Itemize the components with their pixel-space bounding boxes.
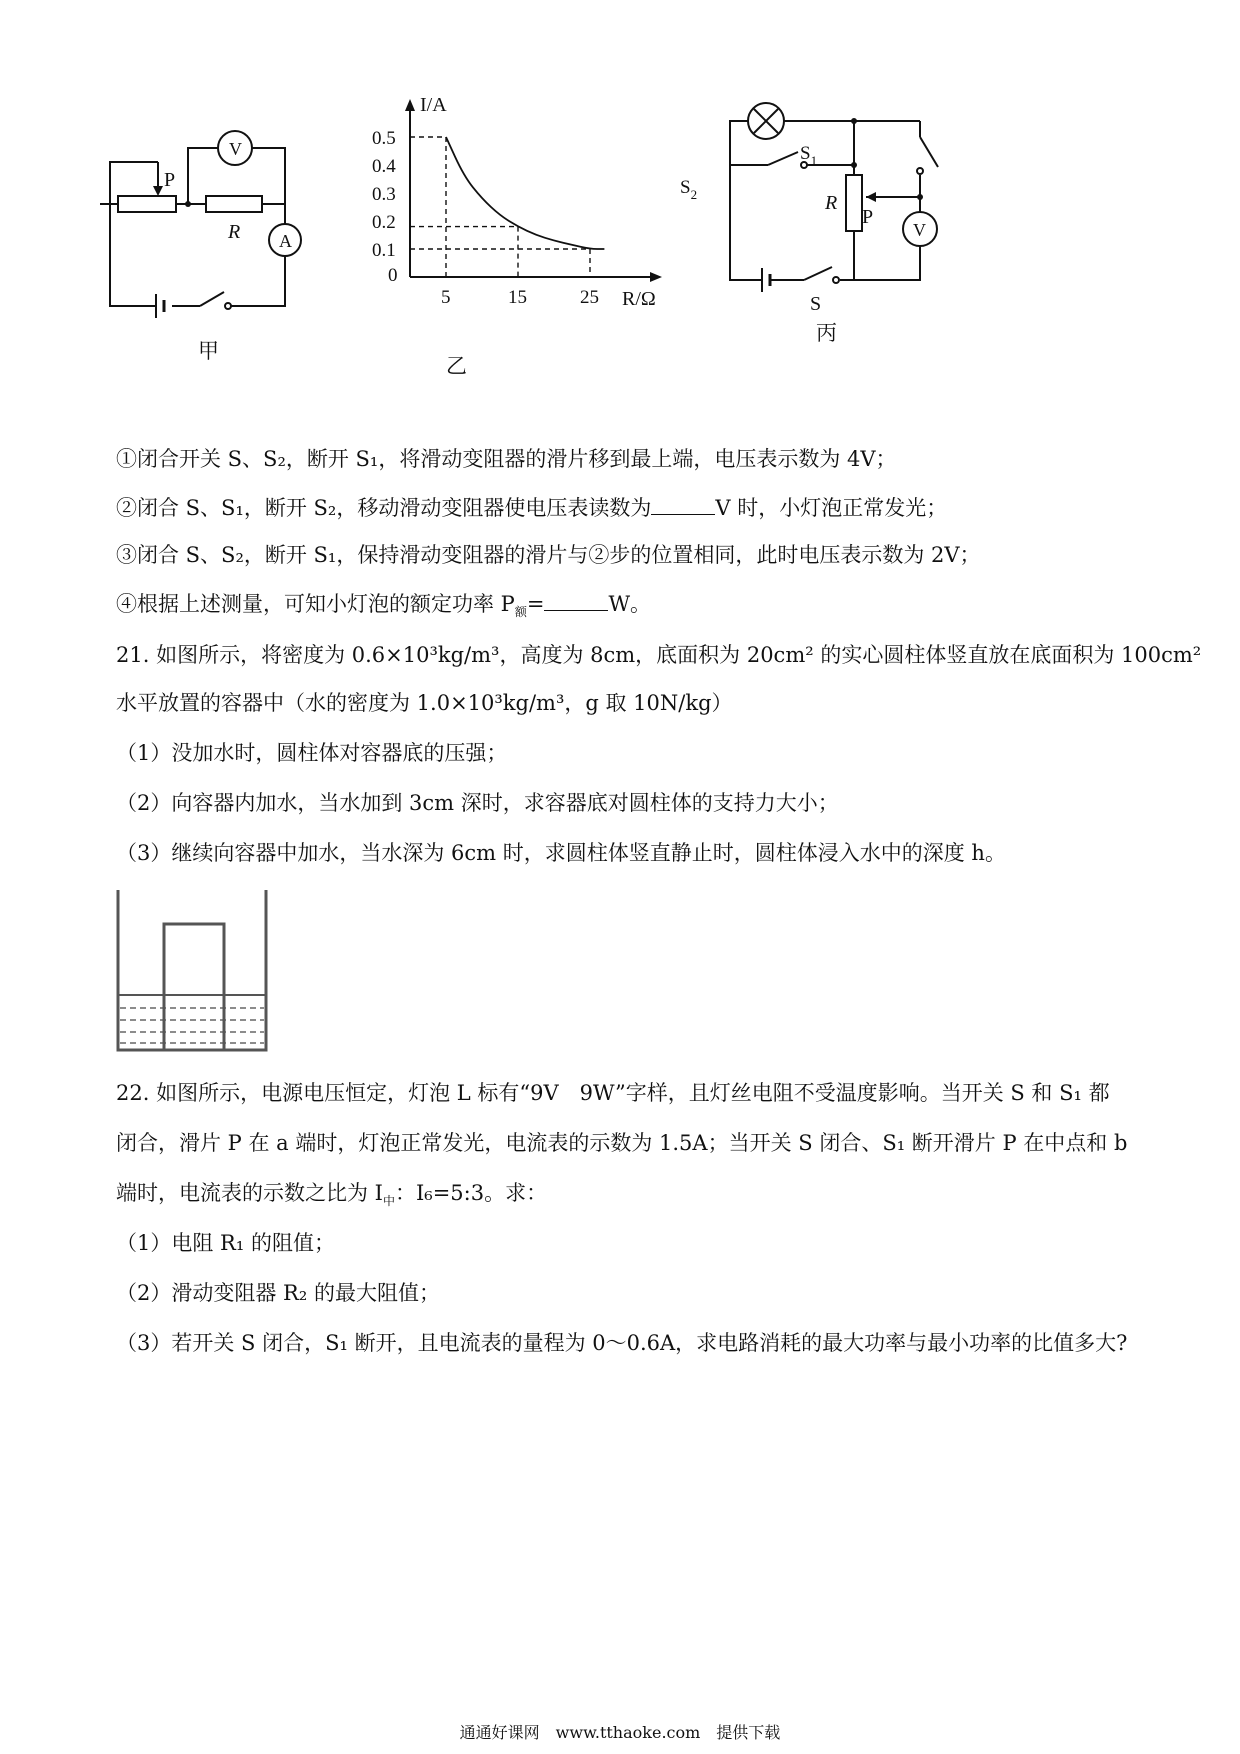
q22-line-2: 闭合，滑片 P 在 a 端时，灯泡正常发光，电流表的示数为 1.5A；当开关 S 闭合、S₁ 断开滑片 P 在中点和 b — [116, 1131, 1128, 1155]
label-R: R — [825, 192, 838, 214]
y-tick-label: 0.5 — [372, 128, 396, 149]
origin-label: 0 — [388, 265, 398, 286]
caption-jia: 甲 — [198, 339, 219, 363]
caption-yi: 乙 — [446, 354, 467, 378]
label-R: R — [228, 221, 241, 243]
answer-blank — [544, 588, 608, 611]
container-figure — [112, 886, 272, 1056]
x-axis-label: R/Ω — [622, 288, 656, 310]
voltmeter-label: V — [913, 220, 926, 240]
x-tick-label: 25 — [580, 287, 599, 308]
q21-line-2: 水平放置的容器中（水的密度为 1.0×10³kg/m³，g 取 10N/kg） — [116, 691, 733, 715]
q21-part-1: （1）没加水时，圆柱体对容器底的压强； — [116, 741, 508, 765]
q22-part-1: （1）电阻 R₁ 的阻值； — [116, 1231, 335, 1255]
label-S: S — [810, 293, 822, 315]
q22-line-1: 22. 如图所示，电源电压恒定，灯泡 L 标有“9V 9W”字样，且灯丝电阻不受温度影响。当开关 S 和 S₁ 都 — [116, 1081, 1110, 1105]
y-axis-label: I/A — [420, 94, 447, 116]
q21-part-2: （2）向容器内加水，当水加到 3cm 深时，求容器底对圆柱体的支持力大小； — [116, 791, 839, 815]
circuit-bing — [680, 105, 960, 320]
y-tick-label: 0.1 — [372, 240, 396, 261]
voltmeter-label: V — [229, 139, 242, 159]
step-1: ①闭合开关 S、S₂，断开 S₁，将滑动变阻器的滑片移到最上端，电压表示数为 4V； — [116, 447, 897, 471]
i-r-chart — [370, 95, 670, 335]
q21-part-3: （3）继续向容器中加水，当水深为 6cm 时，求圆柱体竖直静止时，圆柱体浸入水中的深度 h。 — [116, 841, 1006, 865]
series-line — [446, 137, 604, 249]
ammeter-label: A — [279, 231, 292, 251]
x-tick-label: 5 — [441, 287, 451, 308]
circuit-jia — [100, 130, 360, 370]
caption-bing: 丙 — [816, 321, 837, 345]
step-2: ②闭合 S、S₁，断开 S₂，移动滑动变阻器使电压表读数为 V 时，小灯泡正常发光； — [116, 492, 947, 523]
q21-line-1: 21. 如图所示，将密度为 0.6×10³kg/m³，高度为 8cm，底面积为 20cm² 的实心圆柱体竖直放在底面积为 100cm² — [116, 643, 1202, 667]
q22-part-2: （2）滑动变阻器 R₂ 的最大阻值； — [116, 1281, 440, 1305]
y-tick-label: 0.4 — [372, 156, 396, 177]
label-S2: $S_2$ — [680, 177, 698, 202]
step-3: ③闭合 S、S₂，断开 S₁，保持滑动变阻器的滑片与②步的位置相同，此时电压表示数为 2V； — [116, 543, 981, 567]
answer-blank — [651, 492, 715, 515]
y-axis-arrow — [405, 99, 415, 111]
q22-line-3: 端时，电流表的示数之比为 $I_中$：I₆=5:3。求： — [116, 1181, 548, 1209]
y-tick-label: 0.2 — [372, 212, 396, 233]
step-4: ④根据上述测量，可知小灯泡的额定功率 $P_额= W$。 — [116, 588, 651, 627]
x-tick-label: 15 — [508, 287, 527, 308]
q22-part-3: （3）若开关 S 闭合，S₁ 断开，且电流表的量程为 0～0.6A，求电路消耗的最大功率与最小功率的比值多大? — [116, 1331, 1128, 1355]
x-axis-arrow — [650, 272, 662, 282]
label-P: P — [862, 206, 874, 228]
y-tick-label: 0.3 — [372, 184, 396, 205]
label-P: P — [164, 169, 176, 191]
label-S1: $S_1$ — [800, 143, 818, 168]
page-footer: 通通好课网 www.tthaoke.com 提供下载 — [459, 1723, 781, 1742]
